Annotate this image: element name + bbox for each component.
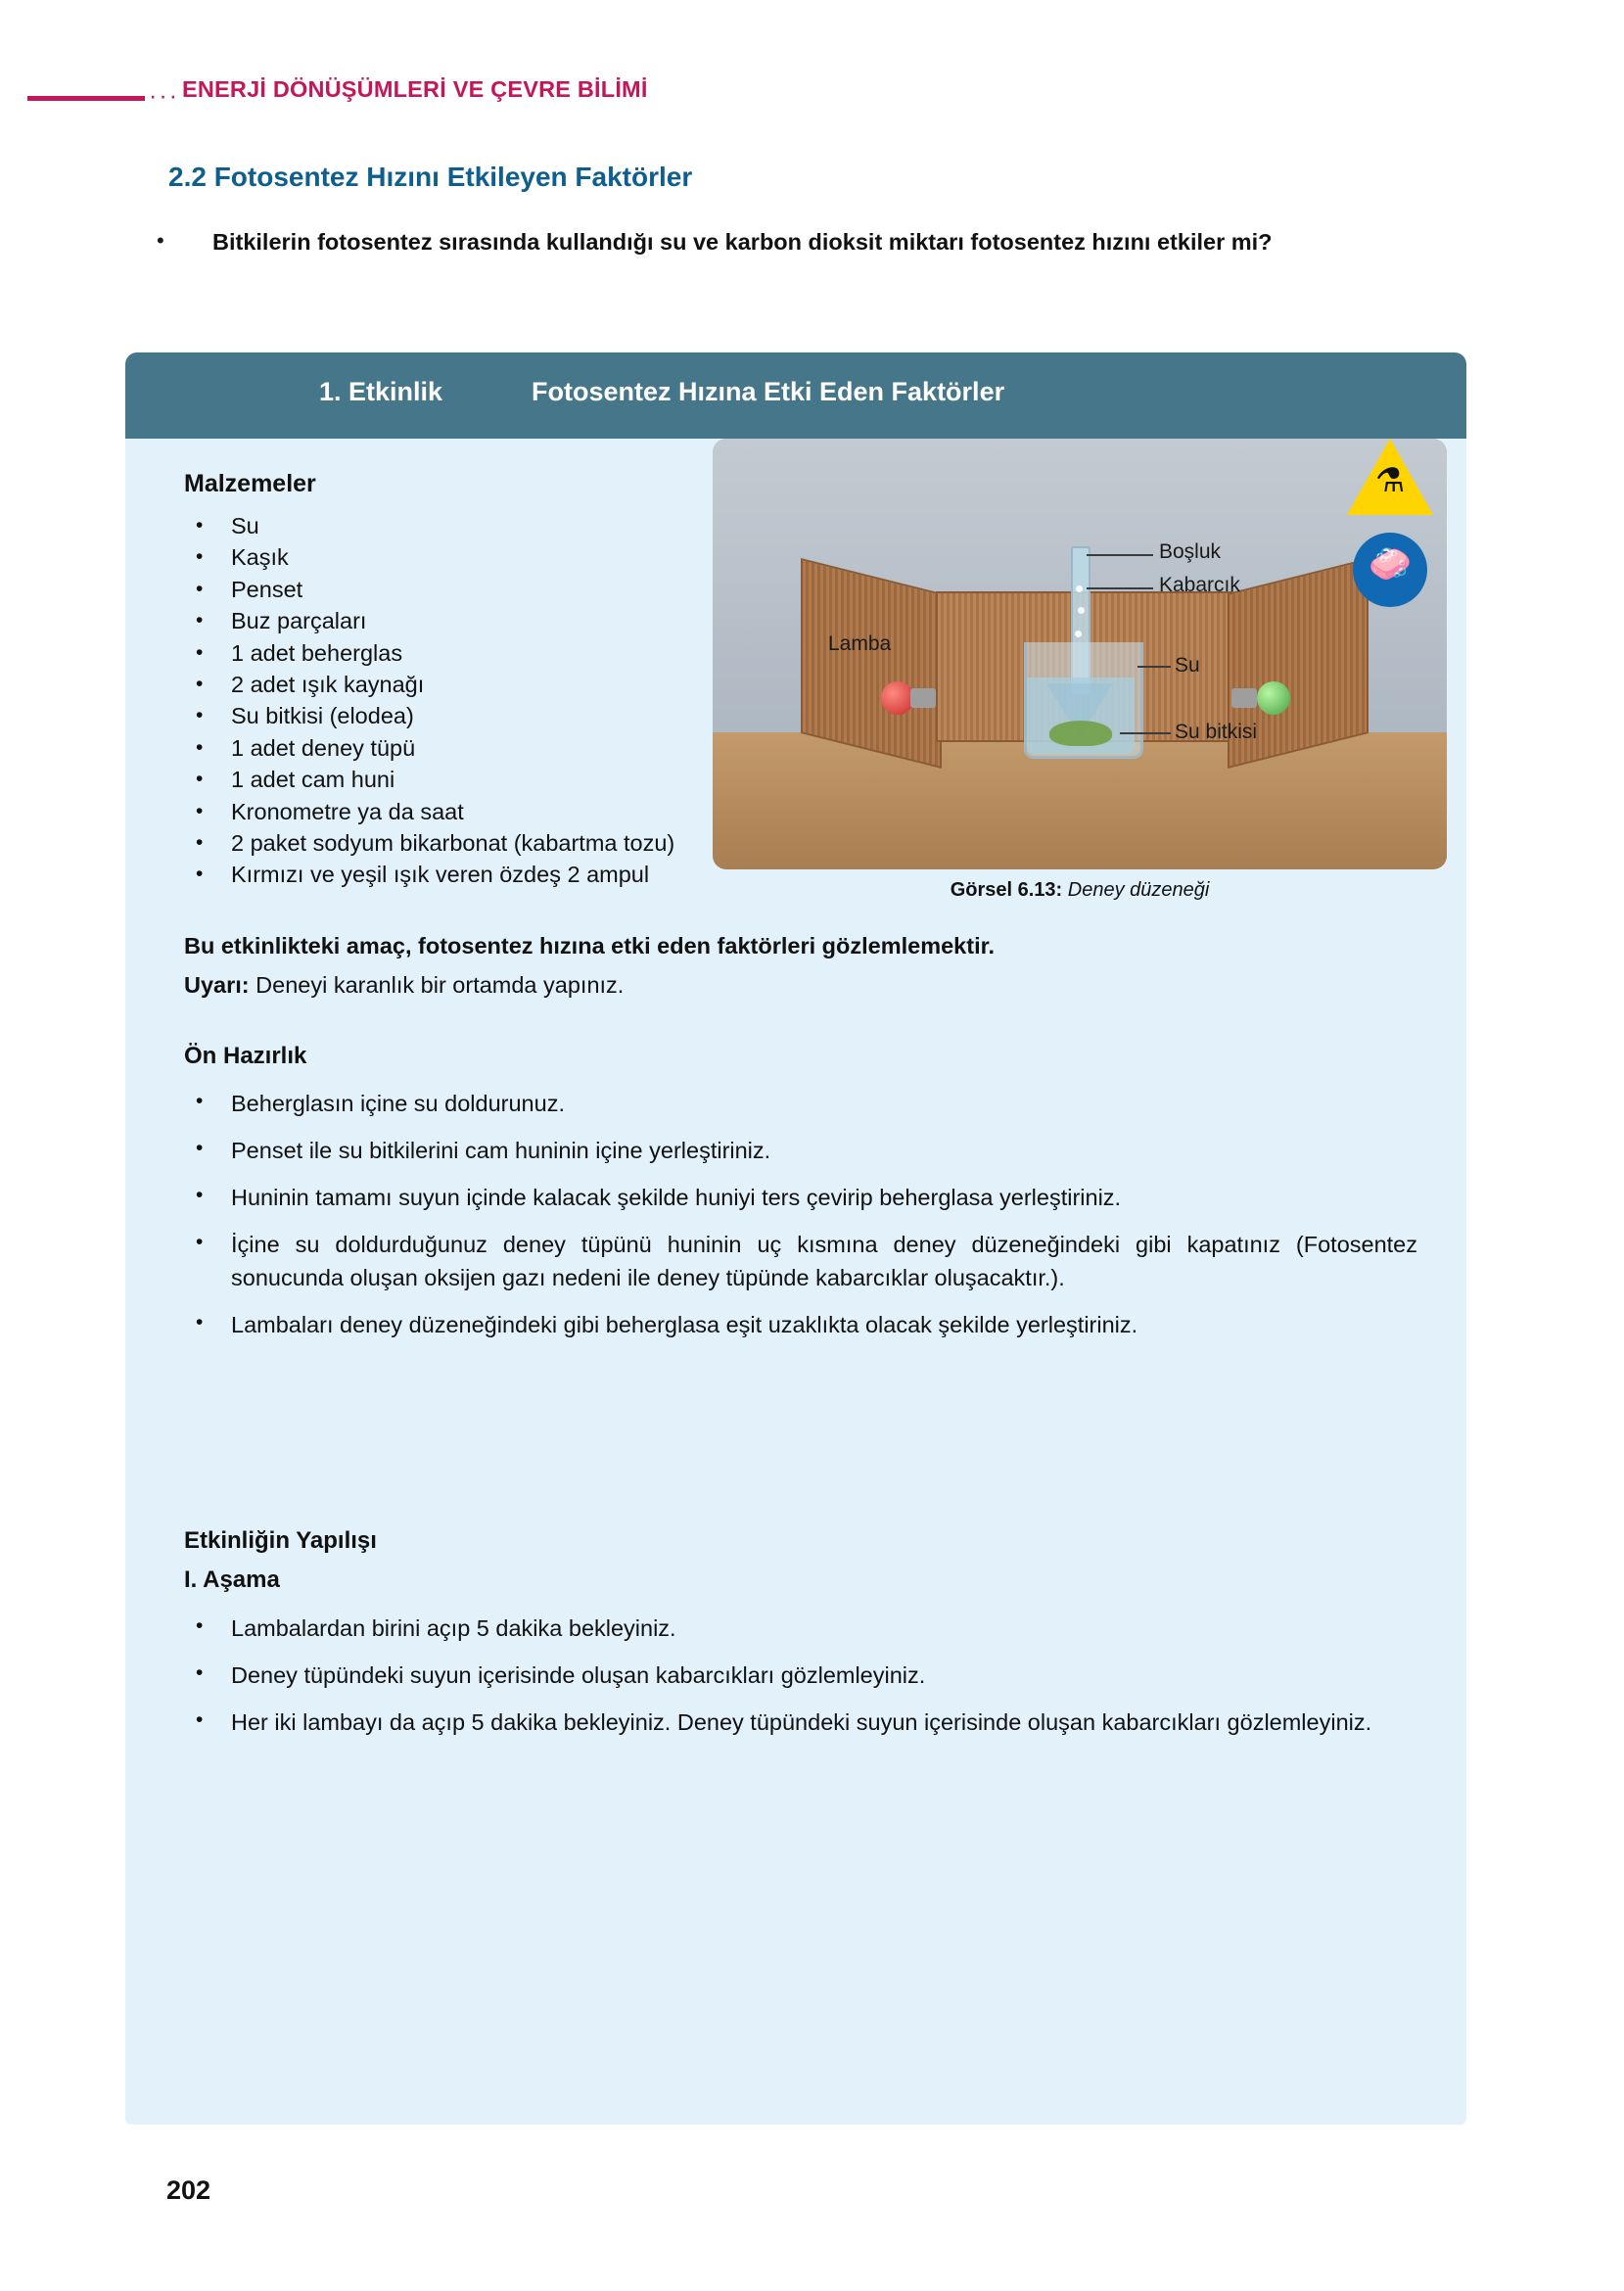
figure-caption-text: Deney düzeneği xyxy=(1062,879,1210,901)
bullet-icon: • xyxy=(196,863,204,886)
warning-label: Uyarı: xyxy=(184,972,250,998)
figure-label-bosluk: Boşluk xyxy=(1159,540,1222,563)
bullet-icon: • xyxy=(196,514,204,537)
bullet-icon: • xyxy=(196,1090,204,1112)
activity-aim: Bu etkinlikteki amaç, fotosentez hızına etki eden faktörleri gözlemlemektir. xyxy=(184,933,995,958)
bubble-shape xyxy=(1078,607,1085,614)
intro-question xyxy=(157,225,1468,258)
activity-title: Fotosentez Hızına Etki Eden Faktörler xyxy=(532,377,1005,406)
bullet-icon: • xyxy=(196,1708,204,1732)
section-heading: 2.2 Fotosentez Hızını Etkileyen Faktörler xyxy=(168,162,693,192)
green-lamp-base xyxy=(1231,688,1257,708)
bullet-icon: • xyxy=(196,799,204,822)
bullet-icon: • xyxy=(196,577,204,600)
figure-label-su: Su xyxy=(1175,654,1200,677)
material-label: Kronometre ya da saat xyxy=(231,798,464,824)
list-item xyxy=(184,1308,1417,1341)
bullet-icon: • xyxy=(196,609,204,632)
figure-caption-label: Görsel 6.13: xyxy=(950,879,1063,901)
bullet-icon: • xyxy=(196,735,204,759)
intro-question-text: Bitkilerin fotosentez sırasında kullandığı su ve karbon dioksit miktarı fotosentez hızını etkiler mi? xyxy=(212,229,1273,255)
material-label: Penset xyxy=(231,576,303,602)
bullet-icon: • xyxy=(196,830,204,854)
list-item xyxy=(184,1612,1417,1645)
activity-number: 1. Etkinlik xyxy=(319,377,443,406)
material-label: Buz parçaları xyxy=(231,608,367,634)
procedure-step-text: Lambalardan birini açıp 5 dakika bekleyiniz. xyxy=(231,1615,676,1641)
figure-frame xyxy=(713,439,1447,869)
material-label: Su bitkisi (elodea) xyxy=(231,703,414,729)
list-item xyxy=(184,1706,1417,1739)
list-item xyxy=(184,1181,1417,1214)
flask-glyph: ⚗ xyxy=(1374,462,1406,499)
list-item xyxy=(184,1087,1417,1120)
prep-step-text: İçine su doldurduğunuz deney tüpünü huninin uç kısmına deney düzeneğindeki gibi kapatınız (Fotosentez sonucunda oluşan oksijen gazı nedeni ile deney tüpünde kabarcıklar oluşacaktır.). xyxy=(231,1232,1417,1291)
activity-box xyxy=(125,352,1466,2125)
red-lamp-icon xyxy=(881,681,914,715)
bullet-icon: • xyxy=(196,1614,204,1637)
list-item xyxy=(184,1659,1417,1692)
bullet-icon: • xyxy=(196,1137,204,1160)
material-label: 1 adet deney tüpü xyxy=(231,734,416,761)
prep-heading: Ön Hazırlık xyxy=(184,1043,307,1069)
bullet-icon: • xyxy=(196,1661,204,1685)
bubble-shape xyxy=(1076,585,1083,592)
list-item xyxy=(184,1134,1417,1167)
bullet-icon: • xyxy=(196,768,204,791)
activity-body xyxy=(125,439,1466,2125)
material-label: 1 adet beherglas xyxy=(231,639,403,666)
material-label: Su xyxy=(231,513,259,538)
green-lamp-icon xyxy=(1257,681,1290,715)
safety-icons xyxy=(1339,439,1447,644)
header-dots-icon: ··· xyxy=(149,82,179,110)
bubble-shape xyxy=(1075,631,1082,637)
bullet-icon: • xyxy=(196,640,204,664)
red-lamp-base xyxy=(910,688,936,708)
leader-line xyxy=(1087,554,1153,556)
procedure-step-text: Deney tüpündeki suyun içerisinde oluşan kabarcıkları gözlemleyiniz. xyxy=(231,1662,926,1689)
material-label: 2 paket sodyum bikarbonat (kabartma tozu) xyxy=(231,829,675,856)
prep-step-text: Penset ile su bitkilerini cam huninin içine yerleştiriniz. xyxy=(231,1138,771,1164)
header-title: ENERJİ DÖNÜŞÜMLERİ VE ÇEVRE BİLİMİ xyxy=(182,76,648,102)
hands-glyph: 🧼 xyxy=(1368,543,1413,584)
bullet-icon: • xyxy=(196,704,204,727)
prep-step-text: Huninin tamamı suyun içinde kalacak şekilde huniyi ters çevirip beherglasa yerleştiriniz. xyxy=(231,1185,1122,1211)
water-plant-shape xyxy=(1049,721,1112,746)
bullet-icon: • xyxy=(157,228,164,253)
warning-text: Deneyi karanlık bir ortamda yapınız. xyxy=(249,972,625,998)
prep-step-text: Beherglasın içine su doldurunuz. xyxy=(231,1091,565,1116)
leader-line xyxy=(1087,587,1153,589)
wash-hands-icon xyxy=(1353,533,1427,607)
figure-label-kabarcik: Kabarcık xyxy=(1159,574,1240,596)
figure-label-su-bitkisi: Su bitkisi xyxy=(1175,721,1258,743)
material-label: Kırmızı ve yeşil ışık veren özdeş 2 ampul xyxy=(231,862,650,888)
figure xyxy=(585,439,1322,899)
procedure-heading: Etkinliğin Yapılışı xyxy=(184,1527,377,1554)
material-label: 1 adet cam huni xyxy=(231,767,395,793)
lab-flask-warning-icon xyxy=(1347,439,1433,517)
list-item xyxy=(184,1228,1417,1294)
page-number: 202 xyxy=(166,2175,211,2205)
bullet-icon: • xyxy=(196,545,204,569)
activity-warning xyxy=(184,972,624,999)
material-label: 2 adet ışık kaynağı xyxy=(231,671,425,697)
prep-step-text: Lambaları deney düzeneğindeki gibi beherglasa eşit uzaklıkta olacak şekilde yerleştiriniz. xyxy=(231,1312,1138,1338)
procedure-steps-list xyxy=(184,1612,1417,1753)
bullet-icon: • xyxy=(196,1184,204,1207)
figure-label-lamba: Lamba xyxy=(828,632,892,655)
materials-heading: Malzemeler xyxy=(184,470,316,497)
prep-steps-list xyxy=(184,1087,1417,1355)
material-label: Kaşık xyxy=(231,544,289,571)
experiment-setup-image xyxy=(713,439,1447,869)
procedure-step-text: Her iki lambayı da açıp 5 dakika bekleyiniz. Deney tüpündeki suyun içerisinde oluşan kabarcıkları gözlemleyiniz. xyxy=(231,1709,1372,1736)
figure-caption xyxy=(713,879,1447,902)
figure-left-board xyxy=(801,558,942,769)
bullet-icon: • xyxy=(196,1311,204,1334)
bullet-icon: • xyxy=(196,672,204,695)
leader-line xyxy=(1137,666,1171,668)
running-head xyxy=(0,76,1624,119)
stage-heading: I. Aşama xyxy=(184,1566,280,1593)
leader-line xyxy=(1120,732,1171,734)
header-rule xyxy=(27,96,145,101)
bullet-icon: • xyxy=(196,1231,204,1254)
